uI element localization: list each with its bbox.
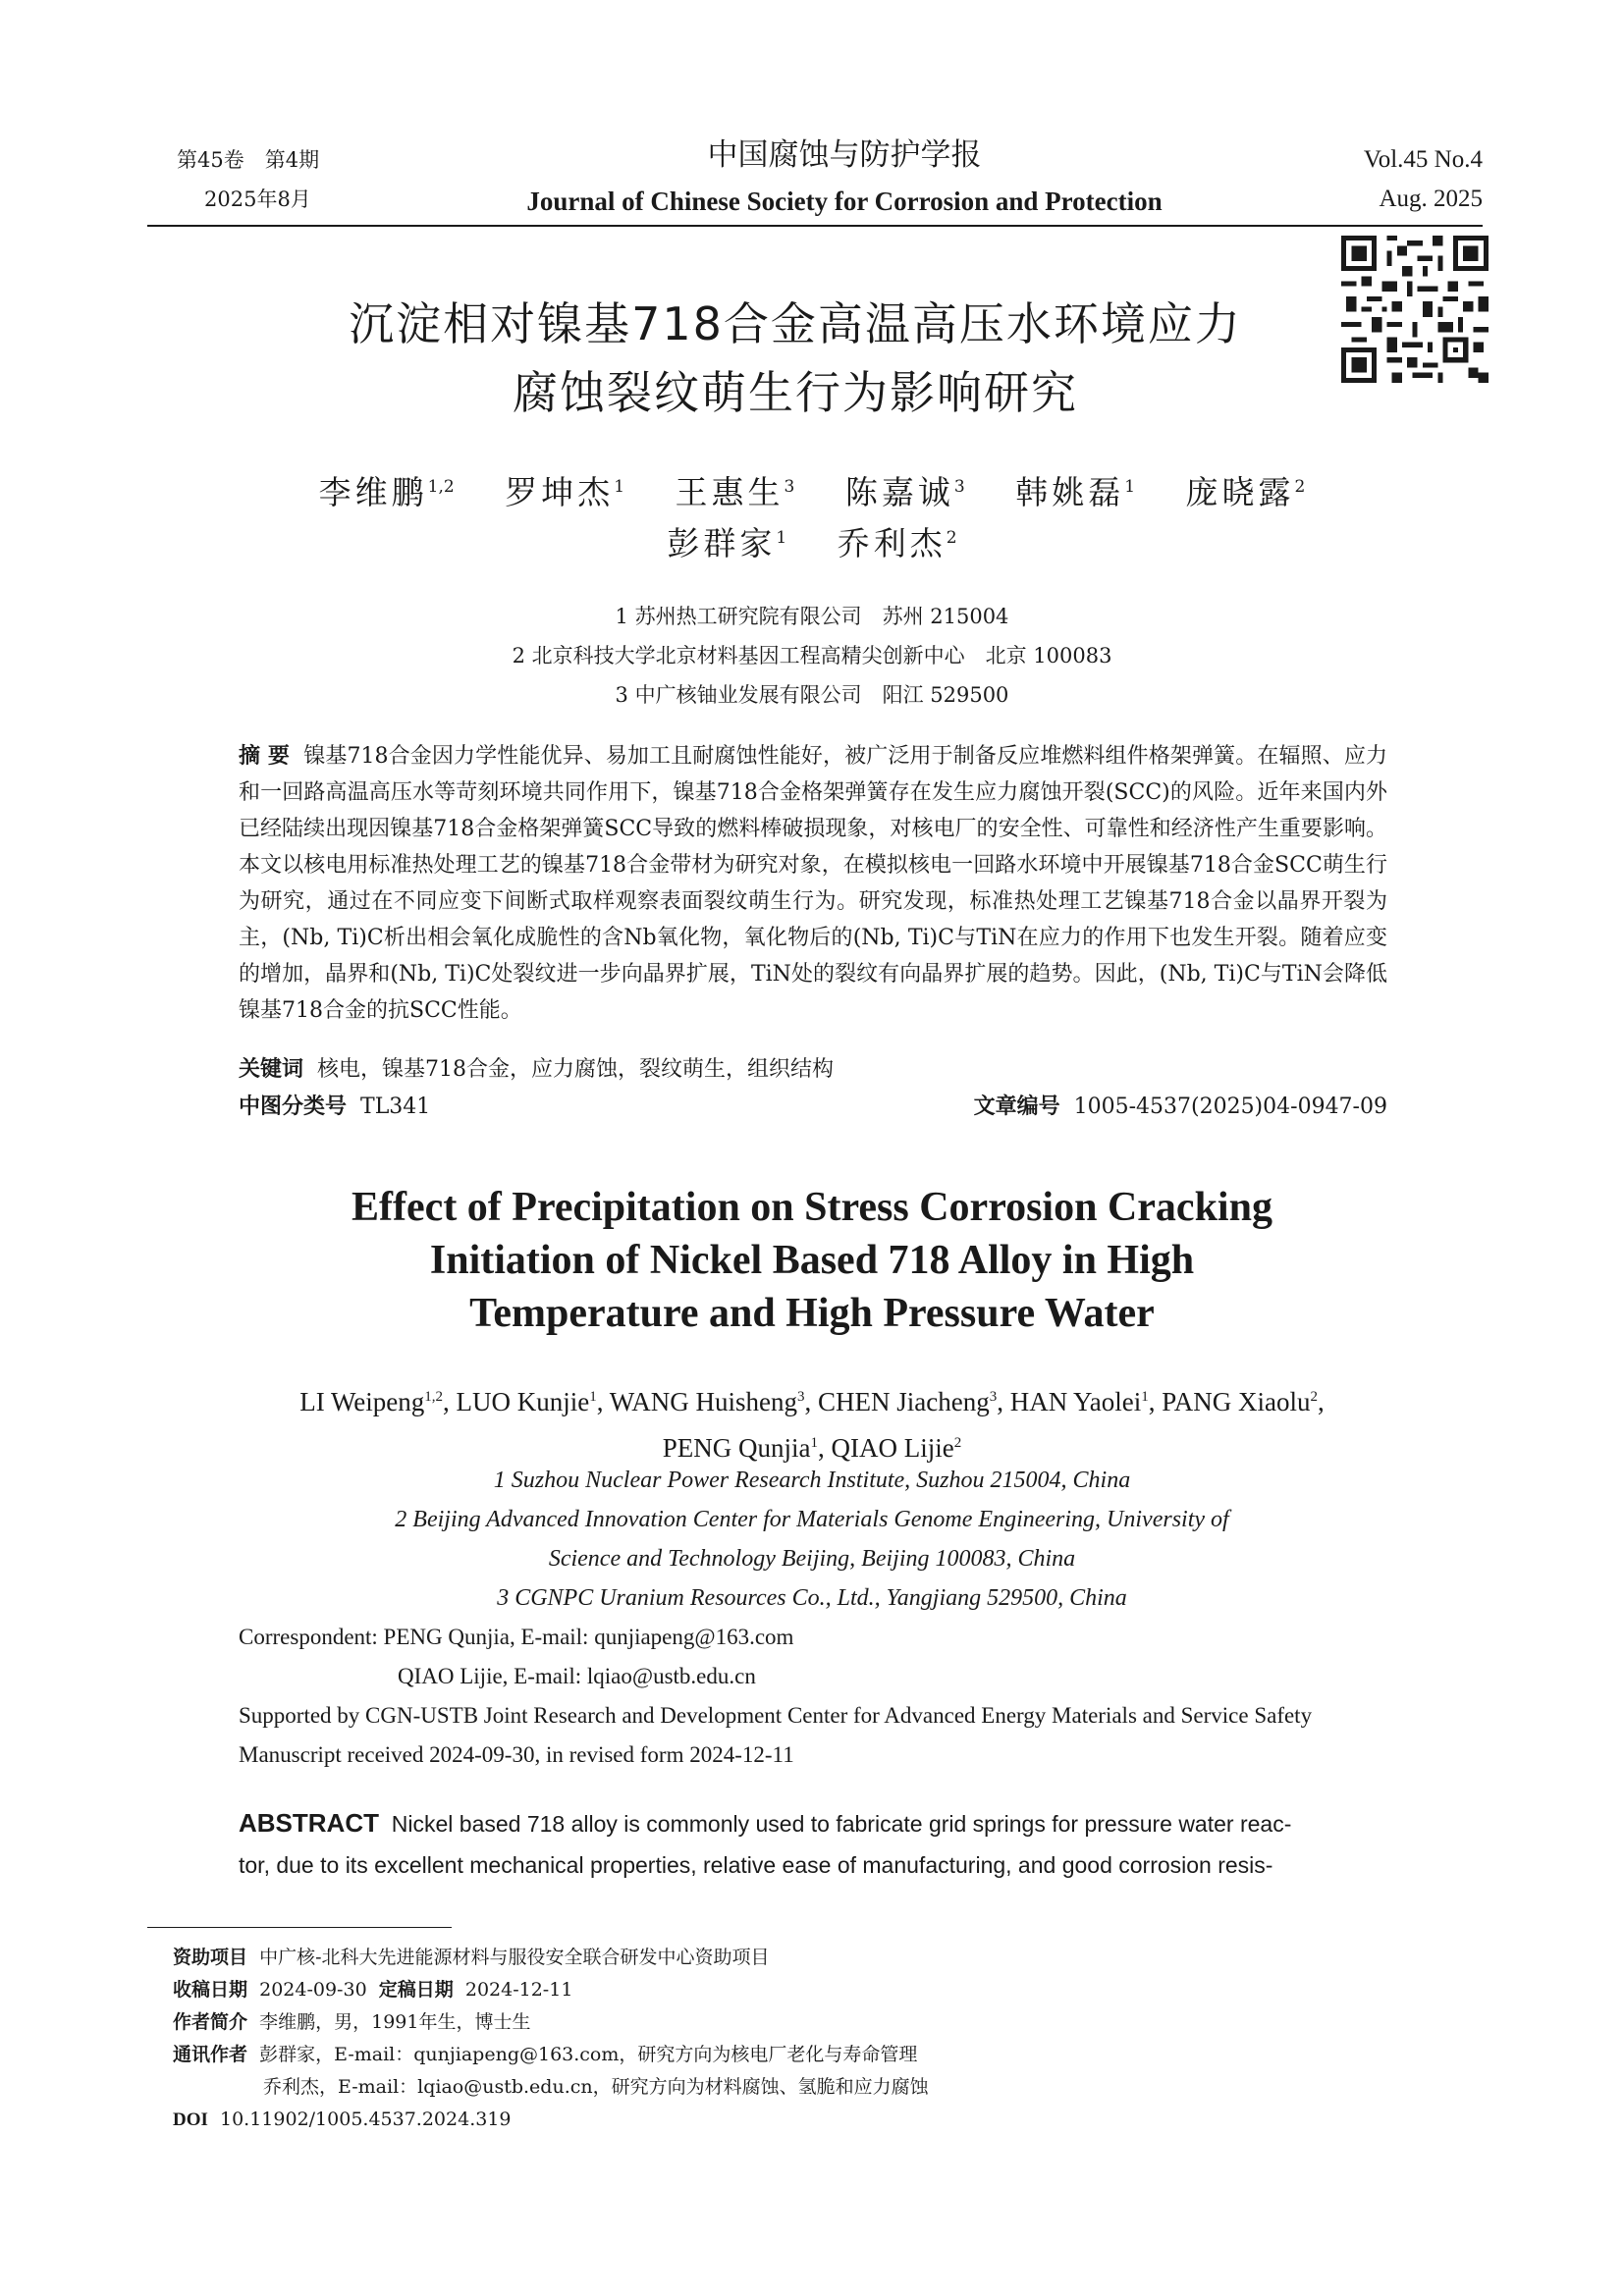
qr-code-icon <box>1341 236 1489 383</box>
author-sup: 1,2 <box>424 1389 444 1405</box>
header-volume-issue: 第45卷 第4期 <box>177 148 320 172</box>
correspondent-line1: Correspondent: PENG Qunjia, E-mail: qunjiapeng@163.com <box>239 1625 794 1649</box>
affiliation-en-1: 1 Suzhou Nuclear Power Research Institute, Suzhou 215004, China <box>493 1468 1131 1493</box>
header-rule <box>147 225 1483 227</box>
footnote-label: 作者简介 <box>173 2011 248 2033</box>
footnote-label: 资助项目 <box>173 1947 248 1968</box>
author-cn: 陈嘉诚 <box>844 473 954 511</box>
author-sup: 1 <box>810 1435 819 1451</box>
footnote-corr-2: 乔利杰，E-mail：lqiao@ustb.edu.cn，研究方向为材料腐蚀、氢脆和应力腐蚀 <box>263 2076 929 2098</box>
header-date-cn: 2025年8月 <box>204 187 311 211</box>
header-date-en: Aug. 2025 <box>1379 186 1483 212</box>
abstract-cn-text: 镍基718合金因力学性能优异、易加工且耐腐蚀性能好，被广泛用于制备反应堆燃料组件格架弹簧。在辐照、应力和一回路高温高压水等苛刻环境共同作用下，镍基718合金格架弹簧存在发生应力腐蚀开裂(SCC)的风险。近年来国内外已经陆续出现因镍基718合金格架弹簧SCC导致的燃料棒破损现象，对核电厂的安全性、可靠性和经济性产生重要影响。本文以核电用标准热处理工艺的镍基718合金带材为研究对象，在模拟核电一回路水环境中开展镍基718合金SCC萌生行为研究，通过在不同应变下间断式取样观察表面裂纹萌生行为。研究发现，标准热处理工艺镍基718合金以晶界开裂为主，(Nb, Ti)C析出相会氧化成脆性的含Nb氧化物，氧化物后的(Nb, Ti)C与TiN在应力的作用下也发生开裂。随着应变的增加，晶界和(Nb, Ti)C处裂纹进一步向晶界扩展，TiN处的裂纹有向晶界扩展的趋势。因此，(Nb, Ti)C与TiN会降低镍基718合金的抗SCC性能。 <box>239 744 1387 1023</box>
article-number-value: 1005-4537(2025)04-0947-09 <box>1073 1095 1387 1119</box>
author-sup: 1,2 <box>427 477 455 497</box>
author-en: PANG Xiaolu <box>1162 1387 1311 1416</box>
header-vol-no: Vol.45 No.4 <box>1363 146 1483 173</box>
footnote-label: 定稿日期 <box>378 1979 454 2001</box>
authors-cn-line1 <box>0 461 1624 518</box>
affiliation-en-2b: Science and Technology Beijing, Beijing 100083, China <box>548 1546 1076 1572</box>
footnote-rule <box>147 1927 452 1928</box>
author-sup: 1 <box>589 1389 597 1405</box>
abstract-en <box>239 1802 1387 1886</box>
title-en-line1: Effect of Precipitation on Stress Corrosion Cracking <box>352 1185 1272 1230</box>
footnote-text: 2024-09-30 <box>259 1979 367 2001</box>
author-cn: 罗坤杰 <box>505 473 615 511</box>
author-sup: 1 <box>614 477 625 497</box>
doi-label: DOI <box>173 2109 208 2130</box>
affiliation-cn-1: 1 苏州热工研究院有限公司 苏州 215004 <box>615 605 1009 628</box>
footnote-text: 李维鹏，男，1991年生，博士生 <box>259 2011 531 2033</box>
abstract-en-line1: Nickel based 718 alloy is commonly used to fabricate grid springs for pressure water reac- <box>391 1811 1292 1837</box>
author-sup: 2 <box>946 528 957 548</box>
footnote-author <box>173 2006 1351 2039</box>
author-en: LUO Kunjie <box>456 1387 590 1416</box>
author-sup: 3 <box>784 477 795 497</box>
footnote-text: 彭群家，E-mail：qunjiapeng@163.com，研究方向为核电厂老化与寿命管理 <box>259 2044 918 2065</box>
article-number-label: 文章编号 <box>973 1095 1060 1119</box>
author-sup: 3 <box>797 1389 805 1405</box>
affiliation-cn-3: 3 中广核铀业发展有限公司 阳江 529500 <box>615 683 1009 707</box>
footnote-corr <box>173 2039 1351 2071</box>
classification-value: TL341 <box>360 1095 431 1119</box>
abstract-en-line2: tor, due to its excellent mechanical properties, relative ease of manufacturing, and good corrosion resis- <box>239 1852 1273 1878</box>
title-en-line2: Initiation of Nickel Based 718 Alloy in High <box>429 1238 1195 1283</box>
classification-label: 中图分类号 <box>239 1095 348 1119</box>
journal-name-en: Journal of Chinese Society for Corrosion and Protection <box>526 187 1163 216</box>
supported-by: Supported by CGN-USTB Joint Research and Development Center for Advanced Energy Materials and Service Safety <box>239 1703 1313 1728</box>
affiliation-cn-2: 2 北京科技大学北京材料基因工程高精尖创新中心 北京 100083 <box>512 644 1112 667</box>
author-sup: 2 <box>1294 477 1306 497</box>
keywords-cn-text: 核电，镍基718合金，应力腐蚀，裂纹萌生，组织结构 <box>317 1057 835 1082</box>
authors-cn-line2 <box>0 512 1624 569</box>
author-cn: 彭群家 <box>667 524 777 562</box>
footnote-dates <box>173 1974 1351 2006</box>
author-sup: 1 <box>776 528 787 548</box>
author-cn: 王惠生 <box>675 473 785 511</box>
journal-name-cn: 中国腐蚀与防护学报 <box>707 137 982 173</box>
abstract-cn-label: 摘 要 <box>239 744 291 769</box>
author-en: QIAO Lijie <box>831 1433 954 1463</box>
title-en-line3: Temperature and High Pressure Water <box>469 1291 1155 1336</box>
abstract-en-label: ABSTRACT <box>239 1808 379 1838</box>
classification-row <box>239 1089 1387 1125</box>
abstract-cn <box>239 738 1387 1029</box>
keywords-cn-label: 关键词 <box>239 1057 304 1082</box>
author-en: HAN Yaolei <box>1009 1387 1142 1416</box>
footnote-label: 通讯作者 <box>173 2044 248 2065</box>
author-en: WANG Huisheng <box>609 1387 797 1416</box>
author-sup: 3 <box>953 477 965 497</box>
correspondent-line2: QIAO Lijie, E-mail: lqiao@ustb.edu.cn <box>398 1664 756 1688</box>
author-sup: 3 <box>989 1389 998 1405</box>
authors-en: LI Weipeng$^{1,2}$, LUO Kunjie$^1$, WANG Huisheng$^3$, CHEN Jiacheng$^3$, HAN Yaolei$^1$, PANG Xiaolu$^2$, PENG Qunjia$^1$, QIAO Lijie$^2$ <box>299 1387 1325 1463</box>
title-cn-line1: 沉淀相对镍基718合金高温高压水环境应力 <box>349 297 1242 350</box>
author-en: CHEN Jiacheng <box>818 1387 990 1416</box>
footnote-text: 中广核-北科大先进能源材料与服役安全联合研发中心资助项目 <box>259 1947 770 1968</box>
title-cn-line2: 腐蚀裂纹萌生行为影响研究 <box>513 366 1078 419</box>
doi-value: 10.11902/1005.4537.2024.319 <box>220 2109 512 2130</box>
author-sup: 2 <box>953 1435 962 1451</box>
author-cn: 韩姚磊 <box>1015 473 1125 511</box>
affiliation-en-3: 3 CGNPC Uranium Resources Co., Ltd., Yangjiang 529500, China <box>497 1585 1127 1611</box>
author-sup: 1 <box>1141 1389 1149 1405</box>
manuscript-dates: Manuscript received 2024-09-30, in revised form 2024-12-11 <box>239 1742 794 1767</box>
author-cn: 乔利杰 <box>837 524 947 562</box>
footnote-funding <box>173 1942 1351 1974</box>
author-cn: 庞晓露 <box>1185 473 1295 511</box>
author-cn: 李维鹏 <box>318 473 428 511</box>
doi <box>173 2104 512 2136</box>
author-en: LI Weipeng <box>299 1387 425 1416</box>
author-sup: 2 <box>1310 1389 1319 1405</box>
footnote-text: 2024-12-11 <box>464 1979 573 2001</box>
footnote-label: 收稿日期 <box>173 1979 248 2001</box>
author-sup: 1 <box>1124 477 1136 497</box>
affiliation-en-2: 2 Beijing Advanced Innovation Center for Materials Genome Engineering, University of <box>395 1507 1229 1532</box>
author-en: PENG Qunjia <box>662 1433 811 1463</box>
keywords-cn <box>239 1051 1387 1088</box>
